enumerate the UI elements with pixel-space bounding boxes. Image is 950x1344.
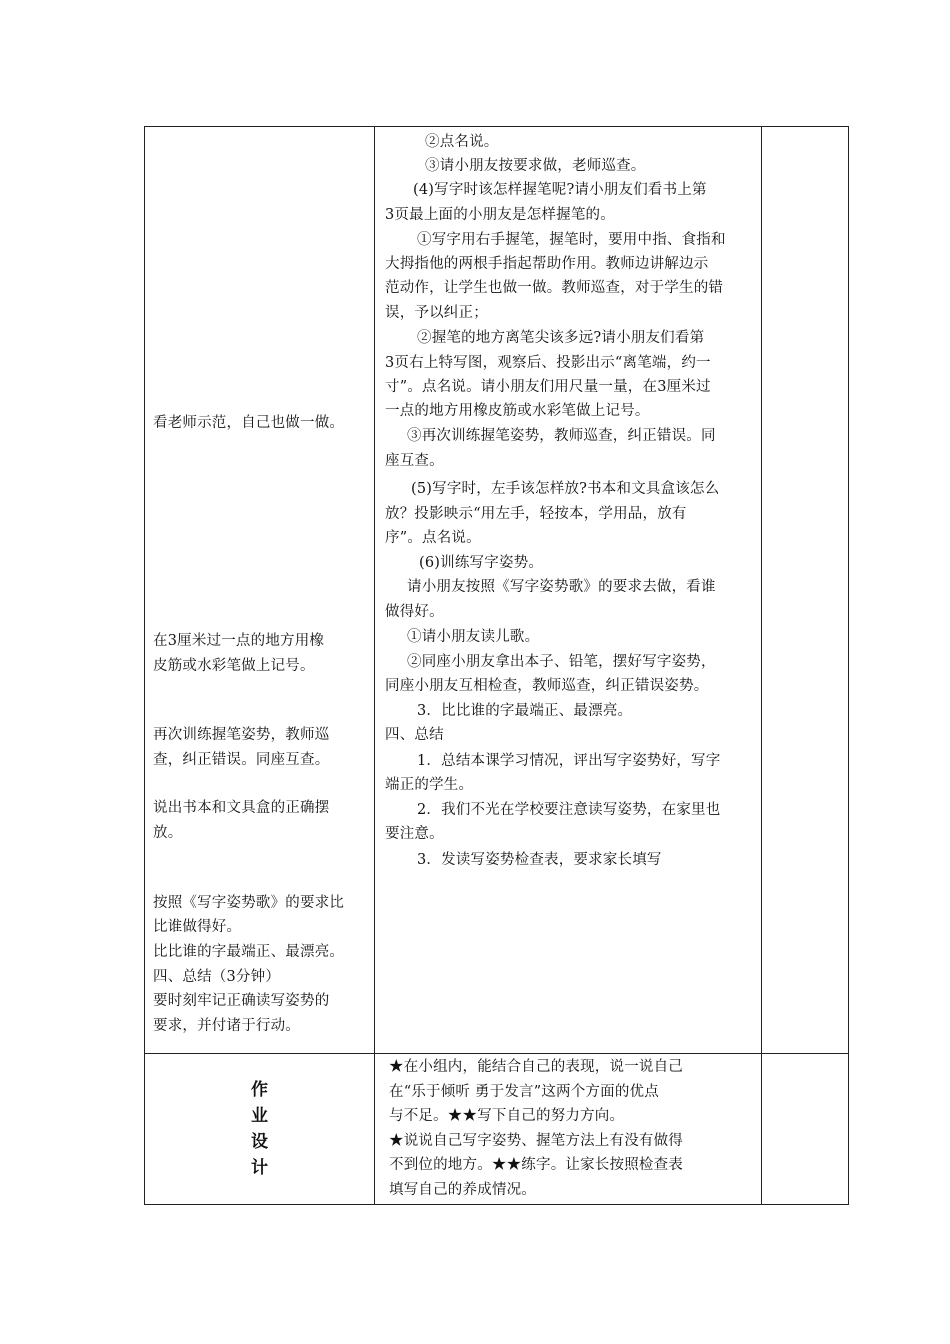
student-activity-line: 要时刻牢记正确读写姿势的 [153,993,330,1009]
homework-label-char: 计 [251,1158,268,1178]
teacher-activity-line: 序”。点名说。 [385,530,481,546]
homework-line: ★说说自己写字姿势、握笔方法上有没有做得 [389,1133,683,1149]
student-activity-line: 在3厘米过一点的地方用橡 [153,633,325,649]
homework-line: 与不足。★★写下自己的努力方向。 [389,1108,625,1124]
teacher-activity-cell [375,127,762,1054]
student-activity-line: 查，纠正错误。同座互查。 [153,752,330,768]
teacher-activity-line: 同座小朋友互相检查，教师巡查，纠正错误姿势。 [385,678,709,694]
student-activity-line: 放。 [153,825,183,841]
student-activity-line: 皮筋或水彩笔做上记号。 [153,658,315,674]
teacher-activity-line: 四、总结 [385,727,444,743]
teacher-activity-line: 座互查。 [385,453,444,469]
teacher-activity-line: ②同座小朋友拿出本子、铅笔，摆好写字姿势， [407,654,716,670]
teacher-activity-line: (5)写字时，左手该怎样放?书本和文具盒该怎么 [411,481,720,497]
homework-notes-cell [762,1054,849,1205]
teacher-activity-line: 3页最上面的小朋友是怎样握笔的。 [385,207,615,223]
student-activity-line: 比比谁的字最端正、最漂亮。 [153,944,345,960]
teacher-activity-line: 误，予以纠正； [385,305,488,321]
teacher-activity-line: 做得好。 [385,604,444,620]
student-activity-line: 说出书本和文具盒的正确摆 [153,800,330,816]
teacher-activity-line: 端正的学生。 [385,777,474,793]
teacher-activity-line: 放？投影映示“用左手，轻按本，学用品，放有 [385,506,687,522]
teacher-activity-line: 请小朋友按照《写字姿势歌》的要求去做，看谁 [407,579,716,595]
homework-line: 不到位的地方。★★练字。让家长按照检查表 [389,1157,683,1173]
teaching-process-row [145,127,849,1054]
teacher-activity-line: ③再次训练握笔姿势，教师巡查，纠正错误。同 [407,428,716,444]
notes-cell [762,127,849,1054]
teacher-activity-line: 大拇指他的两根手指起帮助作用。教师边讲解边示 [385,256,709,272]
student-activity-line: 再次训练握笔姿势，教师巡 [153,727,330,743]
homework-row [145,1054,849,1205]
homework-line: 填写自己的养成情况。 [389,1182,536,1198]
teacher-activity-line: ①写字用右手握笔，握笔时，要用中指、食指和 [417,232,726,248]
student-activity-cell [145,127,375,1054]
student-activity-line: 看老师示范，自己也做一做。 [153,415,345,431]
teacher-activity-line: ②点名说。 [425,134,499,150]
homework-label-char: 业 [251,1106,268,1126]
student-activity-line: 四、总结（3分钟） [153,969,281,985]
teacher-activity-line: 3页右上特写图，观察后、投影出示“离笔端，约一 [385,355,711,371]
teacher-activity-line: 3．比比谁的字最端正、最漂亮。 [417,703,633,719]
teacher-activity-line: (4)写字时该怎样握笔呢?请小朋友们看书上第 [413,182,707,198]
teacher-activity-line: ②握笔的地方离笔尖该多远?请小朋友们看第 [417,330,705,346]
student-activity-line: 按照《写字姿势歌》的要求比 [153,895,345,911]
student-activity-line: 要求，并付诸于行动。 [153,1018,300,1034]
teacher-activity-line: 1．总结本课学习情况，评出写字姿势好，写字 [417,753,721,769]
teacher-activity-line: 寸”。点名说。请小朋友们用尺量一量，在3厘米过 [385,379,711,395]
homework-label-cell [145,1054,375,1205]
teacher-activity-line: 一点的地方用橡皮筋或水彩笔做上记号。 [385,403,650,419]
teacher-activity-line: 范动作，让学生也做一做。教师巡查，对于学生的错 [385,280,724,296]
homework-content-cell [375,1054,762,1205]
teacher-activity-line: ①请小朋友读儿歌。 [407,629,540,645]
homework-line: 在“乐于倾听 勇于发言”这两个方面的优点 [389,1084,659,1100]
teacher-activity-line: ③请小朋友按要求做，老师巡查。 [425,158,646,174]
homework-label-char: 作 [251,1080,268,1100]
teacher-activity-line: (6)训练写字姿势。 [419,555,544,571]
teacher-activity-line: 2．我们不光在学校要注意读写姿势，在家里也 [417,802,721,818]
homework-label-char: 设 [251,1132,268,1152]
teacher-activity-line: 3．发读写姿势检查表，要求家长填写 [417,852,662,868]
homework-line: ★在小组内，能结合自己的表现，说一说自己 [389,1059,683,1075]
student-activity-line: 比谁做得好。 [153,919,242,935]
lesson-plan-table [144,126,849,1205]
teacher-activity-line: 要注意。 [385,826,444,842]
